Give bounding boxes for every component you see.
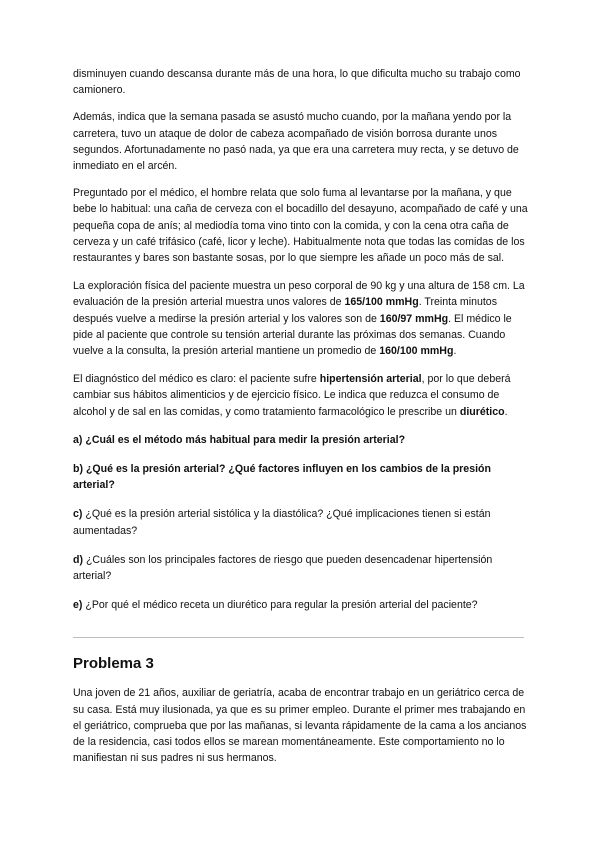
diagnosis-text: , por lo que deberá cambiar sus hábitos alimenticios y de ejercicio físico. Le indica que reduzca el consumo de alcohol y de sal en las comidas, y como tratamiento farmacológico le prescribe un <box>73 373 511 418</box>
treatment-term: diurético <box>459 405 505 418</box>
document-page <box>73 66 529 767</box>
paragraph-headache-episode: Además, indica que la semana pasada se asustó mucho cuando, por la mañana yendo por la carretera, tuvo un ataque de dolor de cabeza acompañado de visión borrosa durante unos segundos. Afortunadamente no pasó nada, ya que era una carretera muy recta, y se detuvo de inmediato en el arcén. <box>73 111 519 173</box>
diagnosis-text: . <box>504 405 508 418</box>
question-c <box>73 506 529 538</box>
exploration-text: . Treinta minutos después vuelve a medirse la presión arterial y los valores son de <box>73 296 497 325</box>
paragraph-diagnosis <box>73 371 529 420</box>
bp-value-first: 165/100 mmHg <box>344 296 419 309</box>
question-letter: c) <box>73 508 83 521</box>
question-e <box>73 597 529 613</box>
paragraph-problem-3: Una joven de 21 años, auxiliar de geriatría, acaba de encontrar trabajo en un geriátrico cerca de su casa. Está muy ilusionada, ya que es su primer empleo. Durante el primer mes trabajando en el geriátrico, comprueba que por las mañanas, si levanta rápidamente de la cama a los ancianos de la residencia, casi todos ellos se marean momentáneamente. Este comportamiento no lo manifiestan ni sus padres ni sus hermanos. <box>73 687 527 765</box>
question-text: ¿Por qué el médico receta un diurético para regular la presión arterial del paciente? <box>82 599 478 612</box>
section-divider <box>73 637 524 638</box>
paragraph-exploration <box>73 278 529 359</box>
paragraph-symptoms-end: disminuyen cuando descansa durante más de una hora, lo que dificulta mucho su trabajo como camionero. <box>73 68 521 97</box>
paragraph-habits: Preguntado por el médico, el hombre relata que solo fuma al levantarse por la mañana, y que bebe lo habitual: una caña de cerveza con el bocadillo del desayuno, acompañado de café y una pequeña copa de anís; al mediodía toma vino tinto con la comida, y con la cena otra caña de cerveza y un café trifásico (café, licor y leche). Habitualmente nota que todas las comidas de los restaurantes y bares son bastante sosas, por lo que siempre les añade un poco más de sal. <box>73 187 528 265</box>
question-b: b) ¿Qué es la presión arterial? ¿Qué factores influyen en los cambios de la presión arterial? <box>73 463 491 492</box>
exploration-text: . El médico le pide al paciente que controle su tensión arterial durante las próximas dos semanas. Cuando vuelve a la consulta, la presión arterial mantiene un promedio de <box>73 312 512 358</box>
question-a: a) ¿Cuál es el método más habitual para medir la presión arterial? <box>73 433 406 446</box>
bp-value-average: 160/100 mmHg <box>379 345 454 358</box>
section-title: Problema 3 <box>73 655 154 673</box>
diagnosis-text: El diagnóstico del médico es claro: el paciente sufre <box>73 373 320 386</box>
exploration-text: La exploración física del paciente muestra un peso corporal de 90 kg y una altura de 158 cm. La evaluación de la presión arterial muestra unos valores de <box>73 280 525 309</box>
question-d <box>73 552 529 584</box>
exploration-text: . <box>453 345 457 358</box>
question-letter: d) <box>73 553 83 566</box>
bp-value-second: 160/97 mmHg <box>379 312 449 325</box>
diagnosis-term: hipertensión arterial <box>319 373 422 386</box>
question-letter: e) <box>73 599 83 612</box>
question-text: ¿Cuáles son los principales factores de riesgo que pueden desencadenar hipertensión arterial? <box>73 553 493 583</box>
question-text: ¿Qué es la presión arterial sistólica y la diastólica? ¿Qué implicaciones tienen si están aumentadas? <box>73 508 491 537</box>
